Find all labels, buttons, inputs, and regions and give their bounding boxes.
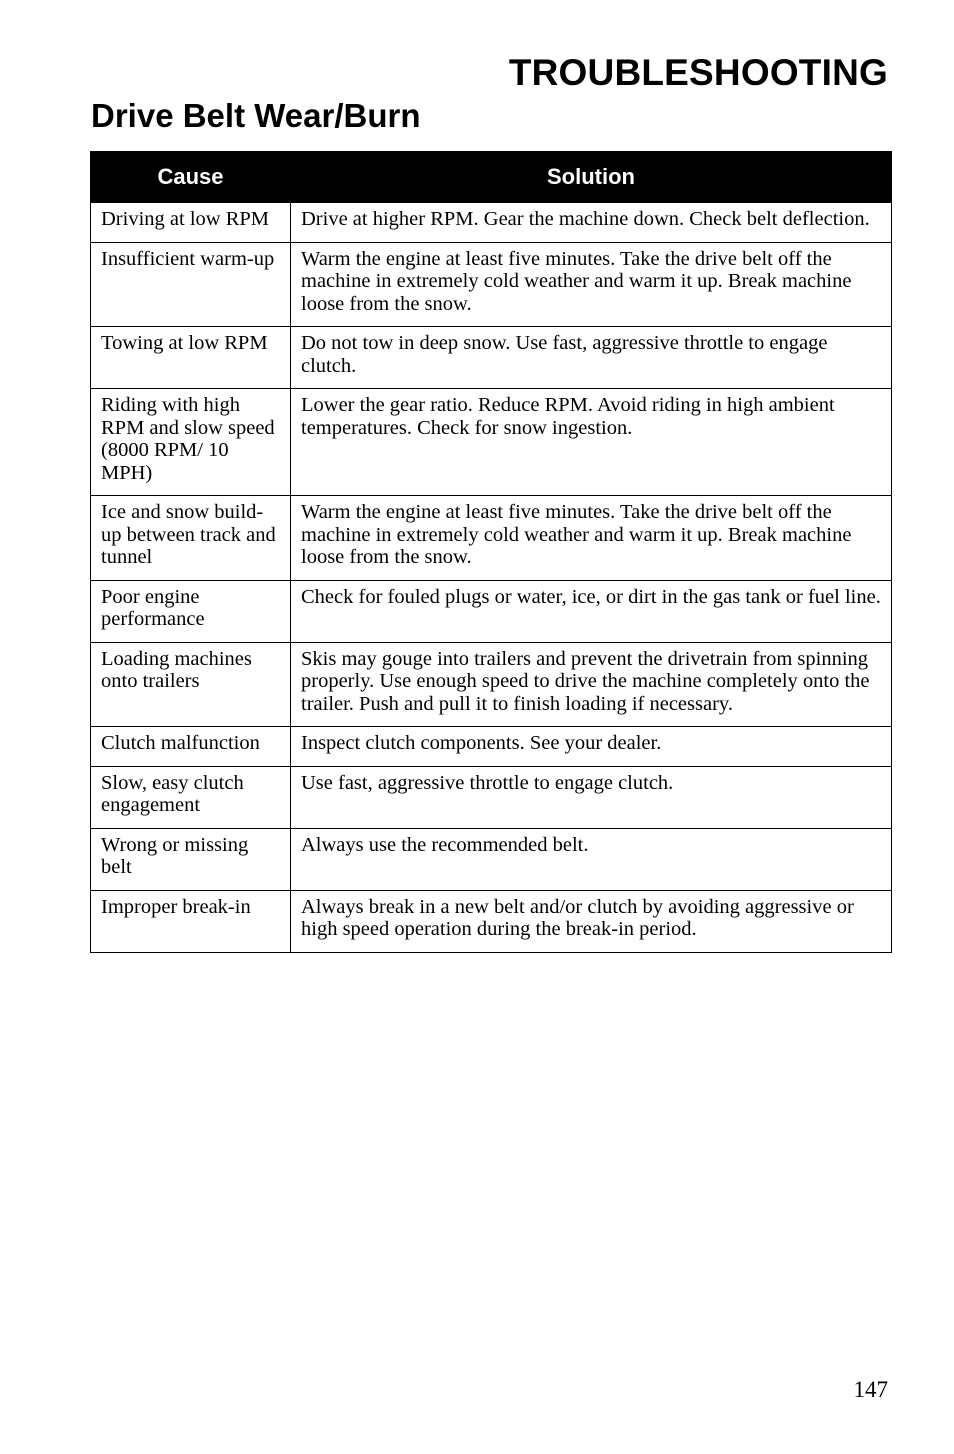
table-row	[91, 242, 892, 327]
solution-cell: Warm the engine at least five minutes. Take the drive belt off the machine in extremely cold weather and warm it up. Break machine loose from the snow.	[291, 242, 892, 327]
cause-cell: Riding with high RPM and slow speed (8000 RPM/ 10 MPH)	[91, 389, 291, 496]
cause-cell: Poor engine performance	[91, 580, 291, 642]
cause-cell: Clutch malfunction	[91, 727, 291, 767]
section-title: TROUBLESHOOTING	[508, 52, 888, 93]
solution-cell: Drive at higher RPM. Gear the machine down. Check belt deflection.	[291, 203, 892, 243]
cause-cell: Slow, easy clutch engagement	[91, 766, 291, 828]
table-row	[91, 727, 892, 767]
solution-cell: Always use the recommended belt.	[291, 828, 892, 890]
table-row	[91, 766, 892, 828]
solution-cell: Skis may gouge into trailers and prevent the drivetrain from spinning properly. Use enough speed to drive the machine completely onto the trailer. Push and pull it to finish loading if necessary.	[291, 642, 892, 727]
cause-cell: Ice and snow build-up between track and tunnel	[91, 496, 291, 581]
cause-cell: Towing at low RPM	[91, 327, 291, 389]
cause-cell: Loading machines onto trailers	[91, 642, 291, 727]
solution-cell: Do not tow in deep snow. Use fast, aggressive throttle to engage clutch.	[291, 327, 892, 389]
column-header-solution: Solution	[291, 152, 892, 203]
cause-cell: Improper break-in	[91, 890, 291, 952]
troubleshooting-table	[90, 151, 892, 953]
cause-cell: Insufficient warm-up	[91, 242, 291, 327]
page-heading: Drive Belt Wear/Burn	[91, 97, 421, 134]
solution-cell: Lower the gear ratio. Reduce RPM. Avoid riding in high ambient temperatures. Check for snow ingestion.	[291, 389, 892, 496]
table-row	[91, 327, 892, 389]
page-number: 147	[853, 1377, 888, 1402]
solution-cell: Always break in a new belt and/or clutch by avoiding aggressive or high speed operation during the break-in period.	[291, 890, 892, 952]
solution-cell: Use fast, aggressive throttle to engage clutch.	[291, 766, 892, 828]
table-header-row	[91, 152, 892, 203]
table-row	[91, 828, 892, 890]
table-row	[91, 389, 892, 496]
solution-cell: Warm the engine at least five minutes. Take the drive belt off the machine in extremely cold weather and warm it up. Break machine loose from the snow.	[291, 496, 892, 581]
solution-cell: Check for fouled plugs or water, ice, or dirt in the gas tank or fuel line.	[291, 580, 892, 642]
table-row	[91, 203, 892, 243]
table-row	[91, 642, 892, 727]
table-row	[91, 496, 892, 581]
table-row	[91, 580, 892, 642]
cause-cell: Wrong or missing belt	[91, 828, 291, 890]
column-header-cause: Cause	[91, 152, 291, 203]
cause-cell: Driving at low RPM	[91, 203, 291, 243]
table-row	[91, 890, 892, 952]
solution-cell: Inspect clutch components. See your dealer.	[291, 727, 892, 767]
